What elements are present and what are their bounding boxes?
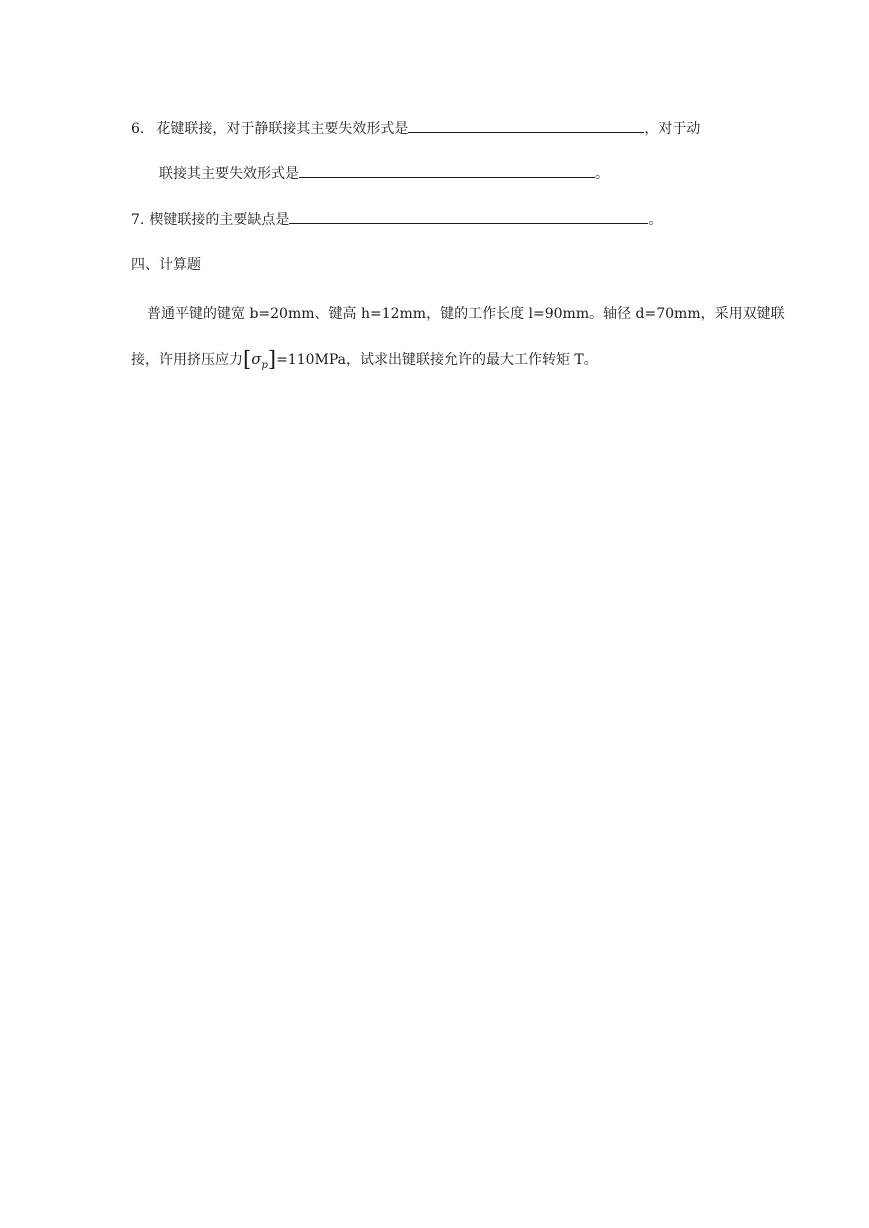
question-6-line-1 — [131, 118, 700, 139]
question-7-line — [131, 209, 662, 230]
question-6-blank-1[interactable] — [408, 118, 644, 133]
section-title: 四、计算题 — [131, 257, 201, 273]
question-6-text-c: 联接其主要失效形式是 — [159, 166, 299, 182]
question-6-blank-2[interactable] — [299, 163, 595, 178]
bracket-close: ] — [267, 347, 277, 371]
question-7-end: 。 — [648, 212, 663, 228]
problem-text-a: 接，许用挤压应力 — [131, 352, 243, 368]
question-7-blank[interactable] — [289, 209, 648, 224]
bracket-open: [ — [243, 347, 252, 371]
question-6-number: 6. — [131, 121, 145, 137]
question-6-end: 。 — [595, 166, 609, 182]
sigma-symbol: σ — [251, 350, 262, 368]
question-7-text: 楔键联接的主要缺点是 — [149, 212, 290, 228]
question-6-text-b: ，对于动 — [644, 121, 701, 137]
problem-text-b: =110MPa，试求出键联接允许的最大工作转矩 T。 — [276, 352, 598, 368]
question-6-line-2 — [159, 163, 609, 184]
question-7-number: 7. — [131, 212, 145, 228]
problem-line-2 — [131, 349, 598, 376]
problem-line-1: 普通平键的键宽 b=20mm、键高 h=12mm，键的工作长度 l=90mm。轴径 d=70mm，采用双键联 — [147, 306, 785, 322]
sigma-subscript: p — [261, 360, 268, 371]
question-6-text-a: 花键联接，对于静联接其主要失效形式是 — [156, 121, 409, 137]
